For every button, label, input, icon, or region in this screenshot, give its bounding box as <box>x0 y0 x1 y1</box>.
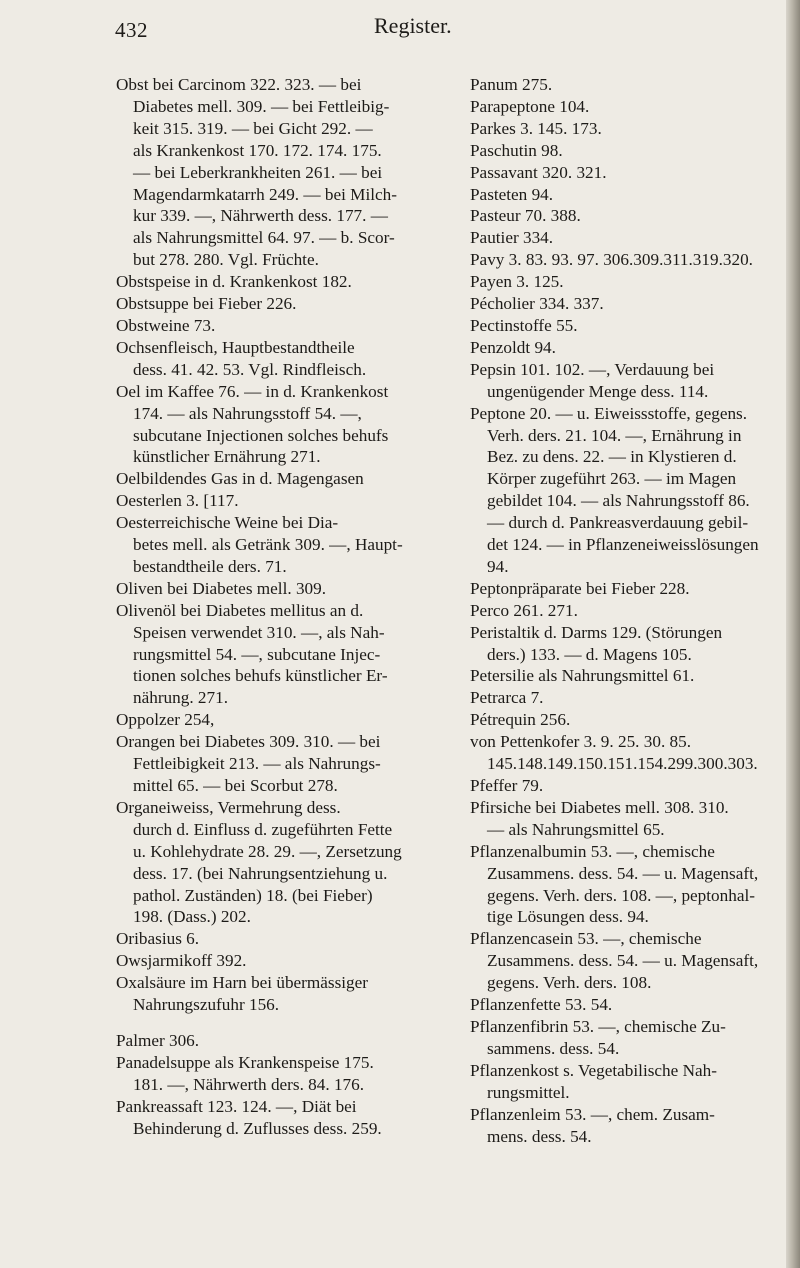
index-entry-line: Obstsuppe bei Fieber 226. <box>116 294 297 314</box>
index-entry-line: keit 315. 319. — bei Gicht 292. — <box>133 118 373 138</box>
index-entry-line: Owsjarmikoff 392. <box>116 951 247 971</box>
index-entry-line: Peptone 20. — u. Eiweissstoffe, gegens. <box>470 403 748 423</box>
index-entry <box>470 74 780 96</box>
index-entry <box>470 249 780 271</box>
index-entry-line: Peptonpräparate bei Fieber 228. <box>470 578 690 598</box>
index-entry-line: pathol. Zuständen) 18. (bei Fieber) <box>133 885 373 905</box>
index-entry <box>470 162 780 184</box>
index-entry-line: Ochsenfleisch, Hauptbestandtheile <box>116 337 355 357</box>
index-entry <box>470 140 780 162</box>
index-entry-line: Nahrungszufuhr 156. <box>133 995 280 1015</box>
index-entry-line: 198. (Dass.) 202. <box>133 907 251 927</box>
index-entry <box>116 337 434 381</box>
index-entry-line: 181. —, Nährwerth ders. 84. 176. <box>133 1074 365 1094</box>
index-entry-line: Pankreassaft 123. 124. —, Diät bei <box>116 1096 357 1116</box>
index-entry <box>116 928 434 950</box>
index-entry-line: dess. 17. (bei Nahrungsentziehung u. <box>133 863 388 883</box>
index-entry-line: Perco 261. 271. <box>470 600 578 620</box>
left-column <box>116 74 434 1140</box>
index-entry <box>470 359 780 403</box>
index-entry-line: sammens. dess. 54. <box>487 1038 620 1058</box>
index-entry <box>116 271 434 293</box>
index-entry-line: — durch d. Pankreasverdauung gebil- <box>487 513 749 533</box>
index-entry <box>116 381 434 469</box>
index-entry-line: Diabetes mell. 309. — bei Fettleibig- <box>133 96 390 116</box>
index-entry-line: Parapeptone 104. <box>470 96 590 116</box>
index-entry <box>470 184 780 206</box>
index-entry-line: Penzoldt 94. <box>470 337 556 357</box>
index-entry <box>470 994 780 1016</box>
index-entry-line: dess. 41. 42. 53. Vgl. Rindfleisch. <box>133 359 367 379</box>
index-entry-line: — bei Leberkrankheiten 261. — bei <box>133 162 383 182</box>
index-entry <box>116 1052 434 1096</box>
index-entry-line: Pflanzenfibrin 53. —, chemische Zu- <box>470 1016 726 1036</box>
index-entry-line: Pectinstoffe 55. <box>470 315 578 335</box>
index-entry <box>470 227 780 249</box>
index-entry <box>116 1096 434 1140</box>
index-entry-line: Oliven bei Diabetes mell. 309. <box>116 578 327 598</box>
index-entry-line: 145.148.149.150.151.154.299.300.303. <box>487 754 758 774</box>
index-entry <box>470 928 780 994</box>
index-entry-line: mens. dess. 54. <box>487 1126 592 1146</box>
index-entry <box>470 731 780 775</box>
index-entry <box>470 118 780 140</box>
index-entry-line: durch d. Einfluss d. zugeführten Fette <box>133 819 393 839</box>
index-entry-line: von Pettenkofer 3. 9. 25. 30. 85. <box>470 732 692 752</box>
index-entry-line: Oppolzer 254, <box>116 710 215 730</box>
index-entry-line: Petersilie als Nahrungsmittel 61. <box>470 666 695 686</box>
index-entry-line: Speisen verwendet 310. —, als Nah- <box>133 622 385 642</box>
index-entry-line: 94. <box>487 556 509 576</box>
index-entry <box>116 315 434 337</box>
index-entry <box>470 403 780 578</box>
index-entry <box>116 950 434 972</box>
index-entry-line: Verh. ders. 21. 104. —, Ernährung in <box>487 425 742 445</box>
running-title: Register. <box>374 13 452 38</box>
index-entry-line: künstlicher Ernährung 271. <box>133 447 321 467</box>
index-entry-line: Obstspeise in d. Krankenkost 182. <box>116 272 352 292</box>
index-entry <box>470 271 780 293</box>
index-entry-line: Obst bei Carcinom 322. 323. — bei <box>116 75 362 94</box>
index-entry <box>116 74 434 271</box>
index-entry-line: betes mell. als Getränk 309. —, Haupt- <box>133 535 403 555</box>
index-entry-line: Organeiweiss, Vermehrung dess. <box>116 797 341 817</box>
index-entry-line: Bez. zu dens. 22. — in Klystieren d. <box>487 447 737 467</box>
index-entry-line: Oxalsäure im Harn bei übermässiger <box>116 973 368 993</box>
index-entry-line: ungenügender Menge dess. 114. <box>487 381 709 401</box>
index-entry-line: als Nahrungsmittel 64. 97. — b. Scor- <box>133 228 395 248</box>
index-entry <box>116 797 434 928</box>
index-entry-line: Pflanzenleim 53. —, chem. Zusam- <box>470 1104 715 1124</box>
index-entry-line: Olivenöl bei Diabetes mellitus an d. <box>116 600 364 620</box>
index-entry-line: tige Lösungen dess. 94. <box>487 907 649 927</box>
index-entry-line: gegens. Verh. ders. 108. <box>487 973 652 993</box>
index-entry <box>116 972 434 1016</box>
index-entry-line: Oesterreichische Weine bei Dia- <box>116 513 339 533</box>
index-entry <box>116 600 434 710</box>
index-entry-line: Pasteten 94. <box>470 184 554 204</box>
index-entry-line: but 278. 280. Vgl. Früchte. <box>133 250 319 270</box>
index-entry-line: Panadelsuppe als Krankenspeise 175. <box>116 1052 374 1072</box>
index-entry-line: det 124. — in Pflanzeneiweisslösungen <box>487 535 759 555</box>
index-entry-line: Pepsin 101. 102. —, Verdauung bei <box>470 359 715 379</box>
index-entry-line: Payen 3. 125. <box>470 272 564 292</box>
index-entry <box>470 1016 780 1060</box>
index-entry <box>470 205 780 227</box>
index-entry-line: Peristaltik d. Darms 129. (Störungen <box>470 622 723 642</box>
index-entry-line: Behinderung d. Zuflusses dess. 259. <box>133 1118 382 1138</box>
index-entry-line: Pasteur 70. 388. <box>470 206 581 226</box>
index-entry-line: kur 339. —, Nährwerth dess. 177. — <box>133 206 388 226</box>
index-entry-line: mittel 65. — bei Scorbut 278. <box>133 776 338 795</box>
right-column <box>470 74 780 1147</box>
index-entry-line: Pavy 3. 83. 93. 97. 306.309.311.319.320. <box>470 250 753 270</box>
index-entry-line: Körper zugeführt 263. — im Magen <box>487 469 737 489</box>
index-entry-line: Pflanzenkost s. Vegetabilische Nah- <box>470 1060 717 1080</box>
index-entry <box>470 622 780 666</box>
index-entry <box>116 709 434 731</box>
index-entry-line: Oel im Kaffee 76. — in d. Krankenkost <box>116 381 389 401</box>
index-entry <box>116 1030 434 1052</box>
index-entry-line: tionen solches behufs künstlicher Er- <box>133 666 388 686</box>
index-entry <box>470 775 780 797</box>
index-entry-line: Panum 275. <box>470 75 553 94</box>
index-entry-line: Petrarca 7. <box>470 688 544 708</box>
index-entry <box>470 1060 780 1104</box>
index-entry <box>116 731 434 797</box>
index-entry <box>470 337 780 359</box>
index-entry-line: Oribasius 6. <box>116 929 200 949</box>
index-entry-line: Pautier 334. <box>470 228 554 248</box>
index-entry-line: gebildet 104. — als Nahrungsstoff 86. <box>487 491 750 511</box>
index-entry <box>470 709 780 731</box>
index-entry-line: gegens. Verh. ders. 108. —, peptonhal- <box>487 885 755 905</box>
index-entry <box>470 841 780 929</box>
index-entry-line: Zusammens. dess. 54. — u. Magensaft, <box>487 951 759 971</box>
index-entry <box>116 293 434 315</box>
index-entry-line: Pflanzenalbumin 53. —, chemische <box>470 841 715 861</box>
index-entry-line: rungsmittel 54. —, subcutane Injec- <box>133 644 381 664</box>
index-entry-line: Zusammens. dess. 54. — u. Magensaft, <box>487 863 759 883</box>
page-edge-shadow <box>786 0 800 1268</box>
index-entry <box>116 512 434 578</box>
index-entry <box>470 578 780 600</box>
index-entry <box>116 490 434 512</box>
index-entry-line: Pflanzencasein 53. —, chemische <box>470 929 702 949</box>
index-entry <box>470 315 780 337</box>
index-entry-line: 174. — als Nahrungsstoff 54. —, <box>133 403 362 423</box>
index-entry-line: als Krankenkost 170. 172. 174. 175. <box>133 140 382 160</box>
index-entry-line: Passavant 320. 321. <box>470 162 607 182</box>
index-entry-line: Oesterlen 3. [117. <box>116 491 239 511</box>
index-entry-line: subcutane Injectionen solches behufs <box>133 425 389 445</box>
index-entry <box>470 665 780 687</box>
index-entry-line: Pfirsiche bei Diabetes mell. 308. 310. <box>470 797 729 817</box>
index-entry-line: u. Kohlehydrate 28. 29. —, Zersetzung <box>133 841 402 861</box>
index-entry-line: Magendarmkatarrh 249. — bei Milch- <box>133 184 397 204</box>
index-entry-line: Pétrequin 256. <box>470 710 571 730</box>
index-entry-line: Paschutin 98. <box>470 140 563 160</box>
index-entry-line: bestandtheile ders. 71. <box>133 556 287 576</box>
index-entry-line: — als Nahrungsmittel 65. <box>487 819 665 839</box>
index-entry-line: nährung. 271. <box>133 688 228 708</box>
index-entry-line: Palmer 306. <box>116 1030 200 1050</box>
index-entry-line: Fettleibigkeit 213. — als Nahrungs- <box>133 754 381 774</box>
index-entry <box>470 1104 780 1148</box>
index-entry-line: ders.) 133. — d. Magens 105. <box>487 644 692 664</box>
index-entry-line: rungsmittel. <box>487 1082 570 1102</box>
index-entry <box>470 600 780 622</box>
index-entry <box>470 687 780 709</box>
index-entry <box>116 578 434 600</box>
index-entry <box>470 293 780 315</box>
page-number: 432 <box>115 18 148 42</box>
index-entry-line: Pécholier 334. 337. <box>470 294 604 314</box>
index-entry-line: Orangen bei Diabetes 309. 310. — bei <box>116 732 381 752</box>
index-entry <box>116 468 434 490</box>
section-gap <box>116 1016 434 1030</box>
index-entry-line: Pflanzenfette 53. 54. <box>470 995 613 1015</box>
index-entry <box>470 96 780 118</box>
index-entry-line: Obstweine 73. <box>116 315 216 335</box>
index-entry-line: Pfeffer 79. <box>470 776 544 795</box>
index-entry <box>470 797 780 841</box>
index-entry-line: Parkes 3. 145. 173. <box>470 118 602 138</box>
index-entry-line: Oelbildendes Gas in d. Magengasen <box>116 469 364 489</box>
